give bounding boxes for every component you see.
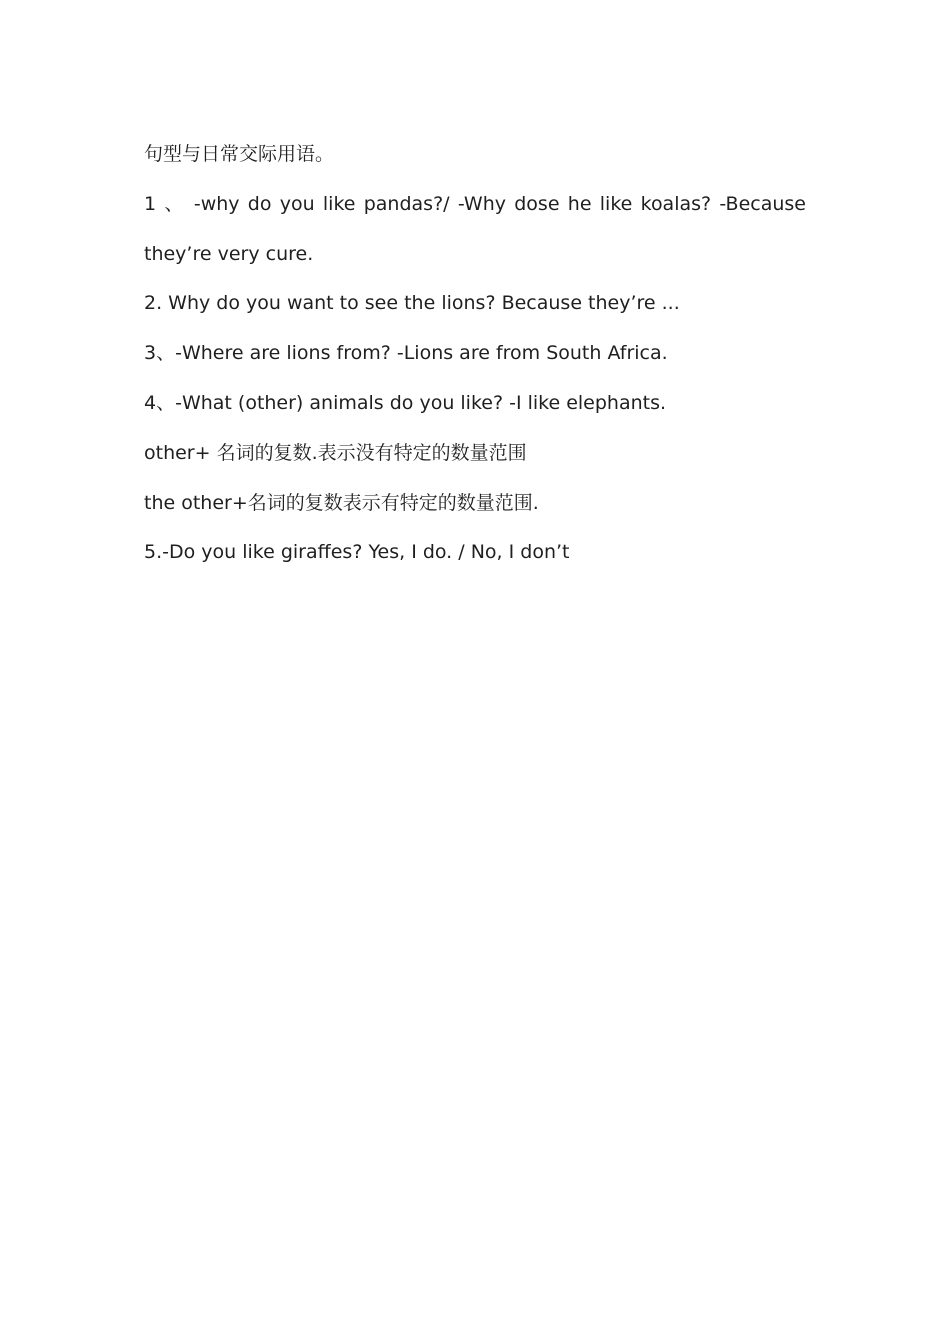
text-line-1: 1 、 -why do you like pandas?/ -Why dose he like koalas? -Because xyxy=(144,192,806,215)
text-line-8: 5.-Do you like giraffes? Yes, I do. / No, I don’t xyxy=(144,541,570,564)
document-heading: 句型与日常交际用语。 xyxy=(144,143,335,165)
text-line-4: 3、-Where are lions from? -Lions are from South Africa. xyxy=(144,342,668,365)
text-line-7: the other+名词的复数表示有特定的数量范围. xyxy=(144,491,539,514)
text-line-6: other+ 名词的复数.表示没有特定的数量范围 xyxy=(144,441,527,464)
text-line-3: 2. Why do you want to see the lions? Because they’re ... xyxy=(144,292,680,315)
text-line-2: they’re very cure. xyxy=(144,242,314,265)
text-line-5: 4、-What (other) animals do you like? -I like elephants. xyxy=(144,391,667,414)
document-body xyxy=(144,130,806,578)
